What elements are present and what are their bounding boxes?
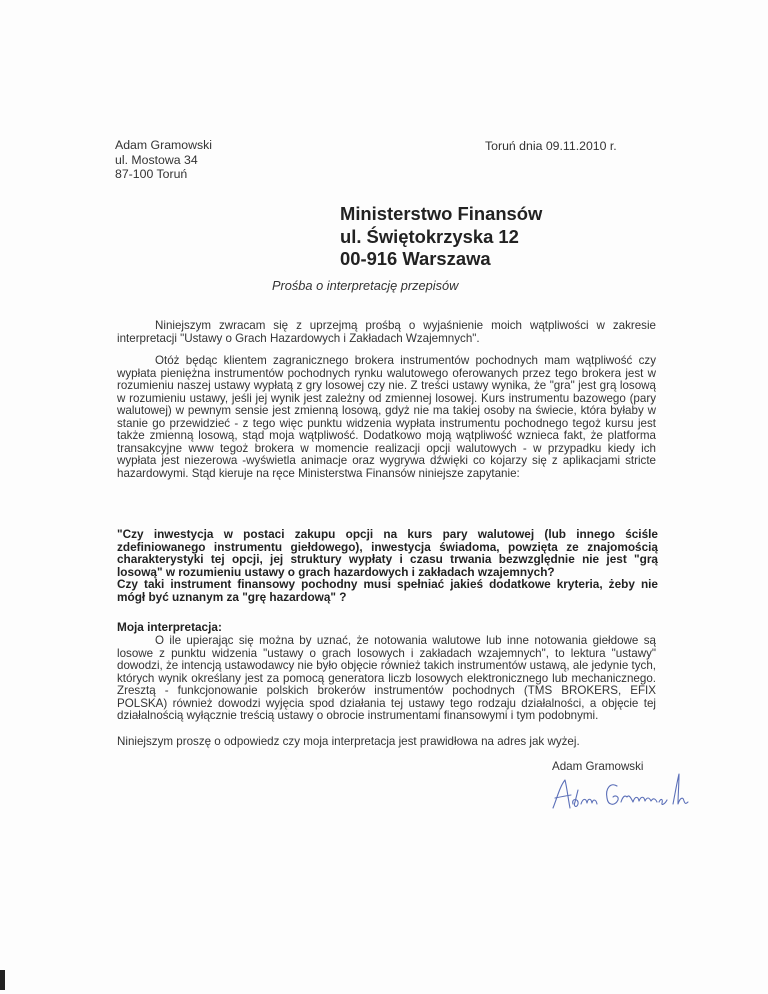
sender-city: 87-100 Toruń xyxy=(115,167,188,181)
interpretation-heading: Moja interpretacja: xyxy=(117,620,222,634)
recipient-address xyxy=(340,203,542,271)
paragraph-interpretation: O ile upierając się można by uznać, że notowania walutowe lub inne notowania giełdowe są losowe z punktu widzenia "ustawy o grach losowych i zakładach wzajemnych", to lektura "ustawy" dowodzi, że intencją ustawodawcy nie było objęcie również takich instrumentów ustawą, ale jedynie tych, których wynik określany jest za pomocą generatora liczb losowych elektronicznego lub mechanicznego. Zresztą - funkcjonowanie polskich brokerów instrumentów pochodnych (TMS BROKERS, EFIX POLSKA) również dowodzi wyjęcia spod działania tej ustawy tego rodzaju działalności, a objęcie tej działalnością wyłącznie treścią ustawy o obrocie instrumentami finansowymi i tym podobnymi. xyxy=(117,634,656,722)
sender-name: Adam Gramowski xyxy=(115,138,213,152)
question-first: "Czy inwestycja w postaci zakupu opcji na kurs pary walutowej (lub innego ściśle zdefiniowanego instrumentu giełdowego), inwestycja świadoma, powzięta ze znajomością charakterystyki tej opcji, jej struktury wypłaty i czasu trwania bezwzględnie nie jest "grą losową" w rozumieniu ustawy o grach hazardowych i zakładach wzajemnych? xyxy=(117,527,658,579)
handwritten-signature xyxy=(545,768,695,818)
sender-street: ul. Mostowa 34 xyxy=(115,152,198,167)
paragraph-intro: Niniejszym zwracam się z uprzejmą prośbą o wyjaśnienie moich wątpliwości w zakresie interpretacji "Ustawy o Grach Hazardowych i Zakładach Wzajemnych". xyxy=(117,319,656,345)
signature-printed-name: Adam Gramowski xyxy=(552,760,644,773)
sender-address xyxy=(115,138,212,182)
paragraph-closing: Niniejszym proszę o odpowiedz czy moja interpretacja jest prawidłowa na adres jak wyżej. xyxy=(117,735,580,748)
question-block xyxy=(117,528,658,604)
date-line: Toruń dnia 09.11.2010 r. xyxy=(485,139,617,153)
scan-edge-mark xyxy=(0,970,5,990)
recipient-line-2: ul. Świętokrzyska 12 xyxy=(340,225,519,247)
subject-line: Prośba o interpretację przepisów xyxy=(272,278,459,293)
recipient-line-1: Ministerstwo Finansów xyxy=(340,203,543,224)
question-second: Czy taki instrument finansowy pochodny musi spełniać jakieś dodatkowe kryteria, żeby nie mógł być uznanym za "grę hazardową" ? xyxy=(117,577,658,604)
paragraph-background: Otóż będąc klientem zagranicznego brokera instrumentów pochodnych mam wątpliwość czy wypłata pieniężna instrumentów pochodnych rynku walutowego oferowanych przez tego brokera jest w rozumieniu naszej ustawy wypłatą z gry losowej czy nie. Z treści ustawy wynika, że "gra" jest grą losową w rozumieniu ustawy, jeśli jej wynik jest zależny od zmiennej losowej. Kurs instrumentu bazowego (pary walutowej) w pewnym sensie jest zmienną losową, gdyż nie ma takiej osoby na świecie, która byłaby w stanie go przewidzieć - z tego więc punktu widzenia wypłata instrumentu pochodnego tegoż kursu jest także zmienną losową, stąd moja wątpliwość. Dodatkowo moją wątpliwość wznieca fakt, że platforma transakcyjne www tegoż brokera w momencie realizacji opcji walutowych - w przypadku kiedy ich wypłata jest niezerowa -wyświetla animacje oraz wygrywa dźwięki co kojarzy się z aplikacjami stricte hazardowymi. Stąd kieruje na ręce Ministerstwa Finansów niniejsze zapytanie: xyxy=(117,354,656,480)
recipient-line-3: 00-916 Warszawa xyxy=(340,248,491,269)
